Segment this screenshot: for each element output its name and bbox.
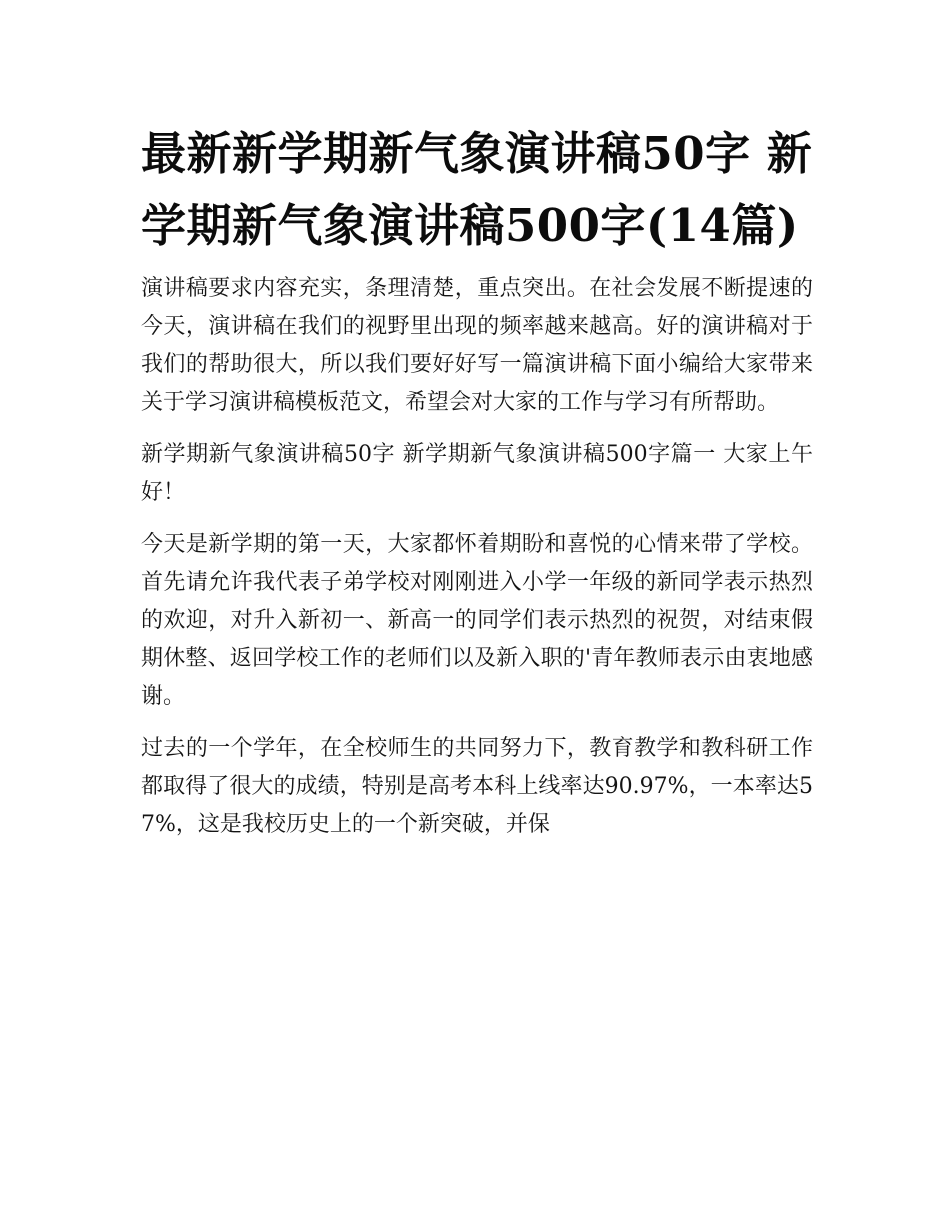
document-body xyxy=(141,270,813,844)
document-page xyxy=(141,118,813,858)
paragraph-heading-greeting: 新学期新气象演讲稿50字 新学期新气象演讲稿500字篇一 大家上午好！ xyxy=(141,442,813,505)
paragraph-welcome: 今天是新学期的第一天，大家都怀着期盼和喜悦的心情来带了学校。首先请允许我代表子弟学校对刚刚进入小学一年级的新同学表示热烈的欢迎，对升入新初一、新高一的同学们表示热烈的祝贺，对结束假期休整、返回学校工作的老师们以及新入职的'青年教师表示由衷地感谢。 xyxy=(141,532,813,709)
paragraph-intro: 演讲稿要求内容充实，条理清楚，重点突出。在社会发展不断提速的今天，演讲稿在我们的视野里出现的频率越来越高。好的演讲稿对于我们的帮助很大，所以我们要好好写一篇演讲稿下面小编给大家带来关于学习演讲稿模板范文，希望会对大家的工作与学习有所帮助。 xyxy=(141,276,813,415)
document-title: 最新新学期新气象演讲稿50字 新学期新气象演讲稿500字(14篇) xyxy=(141,127,813,252)
paragraph-achievements: 过去的一个学年，在全校师生的共同努力下，教育教学和教科研工作都取得了很大的成绩，特别是高考本科上线率达90.97%，一本率达57%，这是我校历史上的一个新突破，并保 xyxy=(141,736,813,837)
